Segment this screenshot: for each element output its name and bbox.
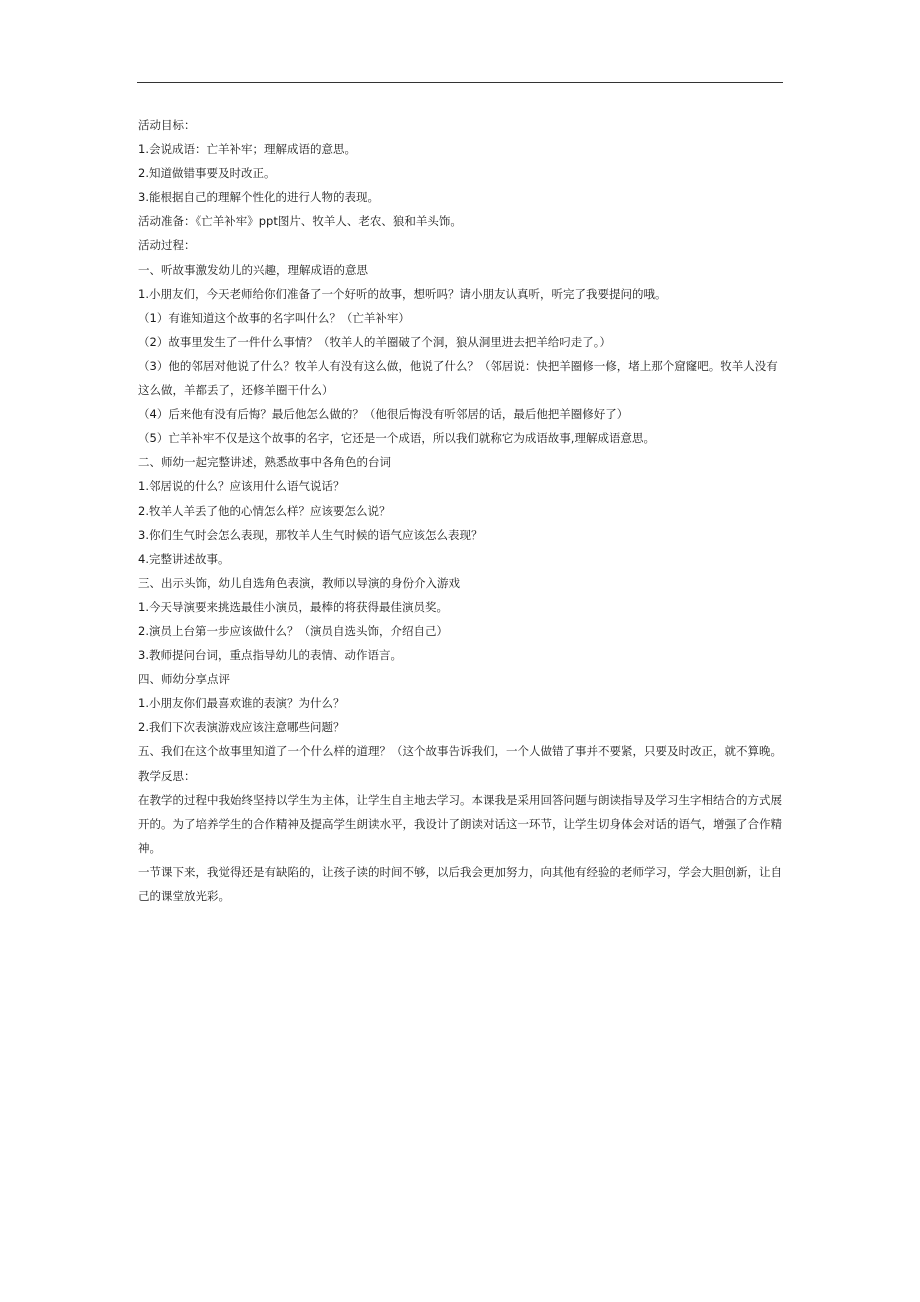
document-body — [138, 113, 784, 908]
question-item: （2）故事里发生了一件什么事情？（牧羊人的羊圈破了个洞，狼从洞里进去把羊给叼走了。） — [138, 334, 612, 349]
step-item: 2.我们下次表演游戏应该注意哪些问题？ — [138, 720, 345, 735]
step-item: 4.完整讲述故事。 — [138, 551, 230, 566]
step-heading: 五、我们在这个故事里知道了一个什么样的道理？（这个故事告诉我们，一个人做错了事并不要紧，只要及时改正，就不算晚。 — [138, 744, 782, 759]
header-rule — [137, 82, 783, 83]
step-heading: 二、师幼一起完整讲述，熟悉故事中各角色的台词 — [138, 455, 391, 470]
step-heading: 三、出示头饰，幼儿自选角色表演，教师以导演的身份介入游戏 — [138, 575, 460, 590]
step-item: 1.小朋友们，今天老师给你们准备了一个好听的故事，想听吗？请小朋友认真听，听完了我要提问的哦。 — [138, 286, 667, 301]
step-item: 2.演员上台第一步应该做什么？（演员自选头饰，介绍自己） — [138, 623, 448, 638]
question-item: （1）有谁知道这个故事的名字叫什么？（亡羊补牢） — [138, 310, 410, 325]
question-item: （4）后来他有没有后悔？最后他怎么做的？（他很后悔没有听邻居的话，最后他把羊圈修好了） — [138, 407, 629, 422]
step-item: 1.小朋友你们最喜欢谁的表演？为什么？ — [138, 696, 345, 711]
step-item: 1.今天导演要来挑选最佳小演员，最棒的将获得最佳演员奖。 — [138, 599, 448, 614]
goal-item: 2.知道做错事要及时改正。 — [138, 166, 276, 181]
section-label-goals: 活动目标： — [138, 118, 196, 132]
step-heading: 四、师幼分享点评 — [138, 672, 230, 687]
reflection-paragraph: 在教学的过程中我始终坚持以学生为主体，让学生自主地去学习。本课我是采用回答问题与朗读指导及学习生字相结合的方式展开的。为了培养学生的合作精神及提高学生朗读水平，我设计了朗读对话这一环节，让学生切身体会对话的语气，增强了合作精神。 — [138, 792, 782, 855]
goal-item: 1.会说成语：亡羊补牢；理解成语的意思。 — [138, 142, 356, 157]
step-heading: 一、听故事激发幼儿的兴趣，理解成语的意思 — [138, 262, 368, 277]
section-label-reflection: 教学反思： — [138, 768, 196, 783]
goal-item: 3.能根据自己的理解个性化的进行人物的表现。 — [138, 190, 379, 205]
reflection-paragraph: 一节课下来，我觉得还是有缺陷的，让孩子读的时间不够，以后我会更加努力，向其他有经验的老师学习，学会大胆创新，让自己的课堂放光彩。 — [138, 864, 782, 903]
step-item: 1.邻居说的什么？应该用什么语气说话？ — [138, 479, 345, 494]
question-item: （5）亡羊补牢不仅是这个故事的名字，它还是一个成语，所以我们就称它为成语故事,理解成语意思。 — [138, 431, 655, 446]
step-item: 2.牧羊人羊丢了他的心情怎么样？应该要怎么说？ — [138, 503, 391, 518]
preparation-line: 活动准备：《亡羊补牢》ppt图片、牧羊人、老农、狼和羊头饰。 — [138, 214, 462, 229]
step-item: 3.你们生气时会怎么表现，那牧羊人生气时候的语气应该怎么表现？ — [138, 527, 483, 542]
section-label-process: 活动过程： — [138, 238, 196, 253]
step-item: 3.教师提问台词，重点指导幼儿的表情、动作语言。 — [138, 648, 402, 663]
question-item: （3）他的邻居对他说了什么？牧羊人有没有这么做，他说了什么？（邻居说：快把羊圈修一修，堵上那个窟窿吧。牧羊人没有这么做，羊都丢了，还修羊圈干什么） — [138, 358, 778, 398]
